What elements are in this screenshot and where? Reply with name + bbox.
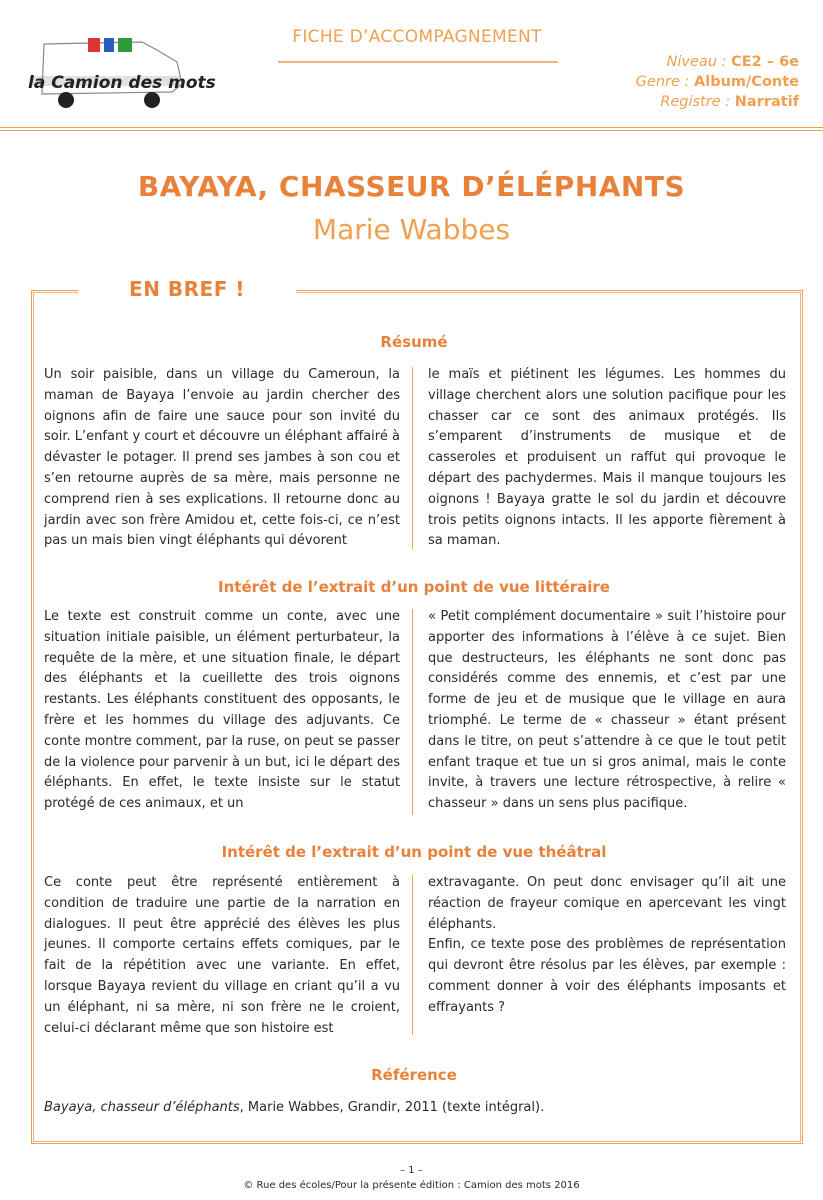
theatral-right-paragraph-1: extravagante. On peut donc envisager qu’il ait une réaction de frayeur comique en apercevant les vingt éléphants. — [428, 875, 786, 932]
logo-text: la Camion des mots — [28, 73, 216, 93]
litteraire-left-column: Le texte est construit comme un conte, avec une situation initiale paisible, un élément perturbateur, la requête de la mère, et une situation finale, le départ des éléphants et la cueillette des trois oignons restants. Les éléphants constituent des opposants, le frère et les hommes du village des adjuvants. Ce conte montre comment, par la ruse, on peut se passer de la violence pour parvenir à un but, ici le départ des éléphants. En effet, le texte insiste sur le statut protégé de ces animaux, et un — [44, 609, 400, 812]
reference-heading: Référence — [371, 1066, 457, 1084]
genre-line: Genre : Album/Conte — [635, 74, 799, 90]
fiche-underline — [278, 61, 558, 63]
theatral-heading: Intérêt de l’extrait d’un point de vue théâtral — [221, 843, 607, 861]
theatral-left-column: Ce conte peut être représenté entièrement à condition de traduire une partie de la narration en dialogues. Il peut être apprécié des élèves les plus jeunes. Il comporte certains effets comiques, par le fait de la répétition avec une variante. En effet, lorsque Bayaya revient du village en criant qu’il a vu un éléphant, ni sa mère, ni son frère ne le croient, celui-ci déclarant même que son histoire est — [44, 875, 400, 1036]
resume-right-column: le maïs et piétinent les légumes. Les hommes du village cherchent alors une solution pacifique pour les chasser car ce sont des animaux protégés. Ils s’emparent d’instruments de musique et de casseroles et produisent un raffut qui provoque le départ des pachydermes. Mais il manque toujours les oignons ! Bayaya gratte le sol du jardin et découvre trois petits oignons intacts. Il les apporte fièrement à sa maman. — [428, 367, 786, 549]
column-divider — [412, 367, 413, 549]
litteraire-right-column: « Petit complément documentaire » suit l’histoire pour apporter des informations à l’élève à ce sujet. Bien que destructeurs, les éléphants ne sont donc pas considérés comme des ennemis, et c’est par une forme de jeu et de musique que le village en aura triomphé. Le terme de « chasseur » étant présent dans le titre, on peut s’attendre à ce que le tout petit enfant traque et tue un si gros animal, mais le conte invite, à travers une lecture rétrospective, à relire « chasseur » dans un sens plus pacifique. — [428, 609, 786, 812]
theatral-right-paragraph-2: Enfin, ce texte pose des problèmes de représentation qui devront être résolus par les élèves, par exemple : comment donner à voir des éléphants imposants et effrayants ? — [428, 937, 786, 1015]
niveau-value: CE2 – 6e — [731, 54, 799, 70]
registre-value: Narratif — [734, 94, 799, 110]
reference-book-title: Bayaya, chasseur d’éléphants — [44, 1100, 240, 1115]
column-divider — [412, 875, 413, 1035]
book-author: Marie Wabbes — [312, 213, 511, 246]
header-divider — [0, 127, 823, 128]
theatral-right-column — [428, 873, 786, 1019]
resume-heading: Résumé — [380, 333, 448, 351]
reference-details: , Marie Wabbes, Grandir, 2011 (texte intégral). — [239, 1100, 545, 1115]
camion-des-mots-logo — [22, 22, 216, 122]
resume-left-column: Un soir paisible, dans un village du Cameroun, la maman de Bayaya l’envoie au jardin chercher des oignons afin de faire une sauce pour son invité du soir. L’enfant y court et découvre un éléphant affairé à dévaster le potager. Il prend ses jambes à son cou et s’en retourne auprès de sa mère, mais personne ne comprend rien à ses explications. Il retourne donc au jardin avec son frère Amidou et, cette fois-ci, ce n’est pas un mais bien vingt éléphants qui dévorent — [44, 367, 400, 549]
fiche-label: FICHE D’ACCOMPAGNEMENT — [292, 27, 542, 47]
column-divider — [412, 609, 413, 815]
reference-text — [44, 1100, 784, 1115]
box-title: EN BREF ! — [129, 277, 245, 301]
meta-block — [636, 52, 799, 112]
header-divider-2 — [0, 130, 823, 131]
genre-value: Album/Conte — [694, 74, 799, 90]
copyright: © Rue des écoles/Pour la présente édition : Camion des mots 2016 — [243, 1180, 580, 1191]
niveau-line: Niveau : CE2 – 6e — [666, 54, 799, 70]
litteraire-heading: Intérêt de l’extrait d’un point de vue littéraire — [218, 578, 610, 596]
registre-line: Registre : Narratif — [660, 94, 799, 110]
book-title: BAYAYA, CHASSEUR D’ÉLÉPHANTS — [137, 170, 686, 203]
page-number: – 1 – — [400, 1165, 423, 1176]
